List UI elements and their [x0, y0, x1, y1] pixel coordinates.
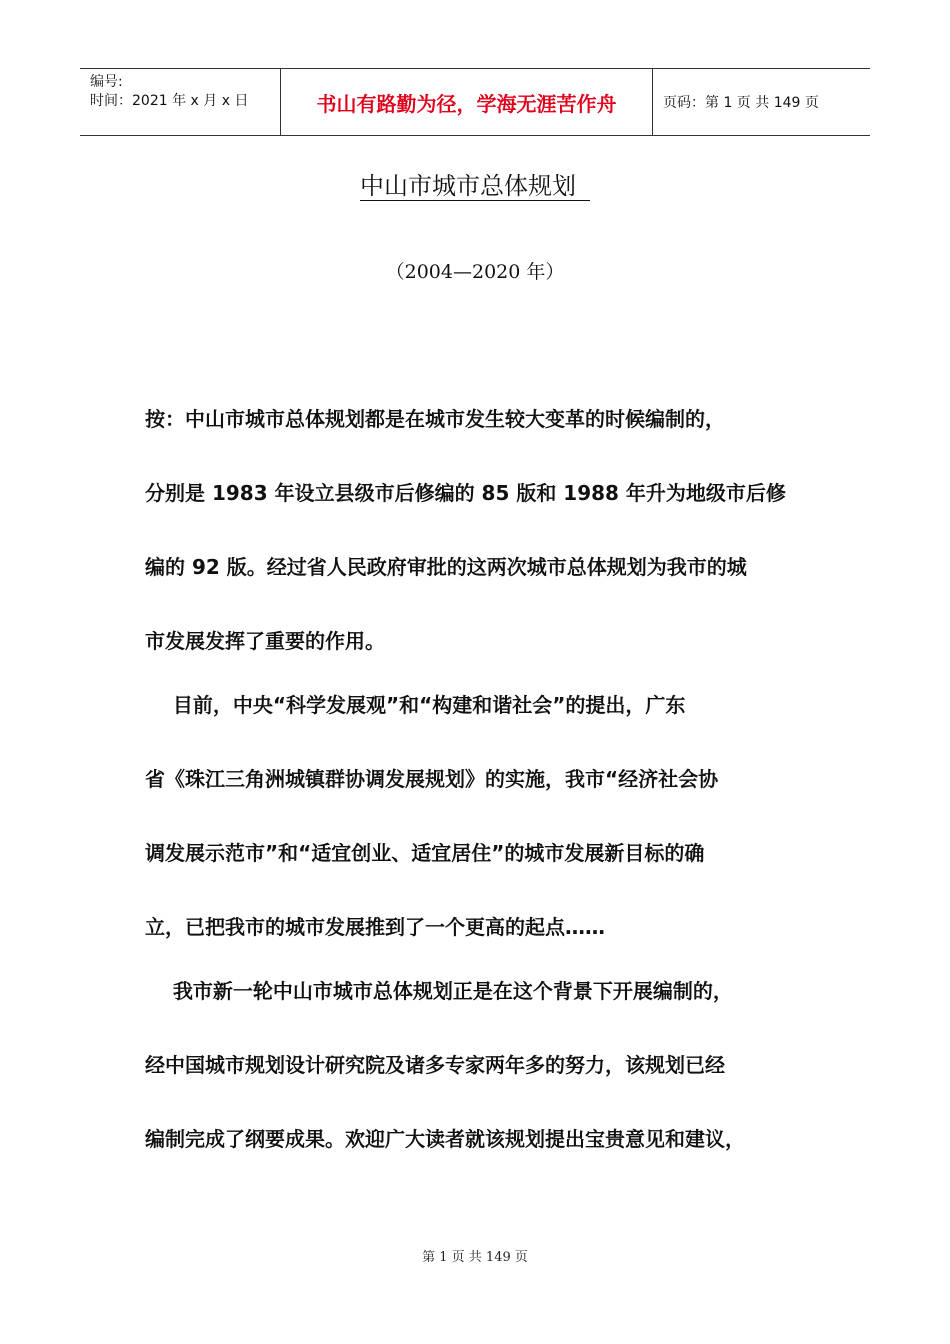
body-line: 调发展示范市”和“适宜创业、适宜居住”的城市发展新目标的确: [145, 841, 705, 865]
document-title: [0, 166, 950, 206]
body-line: 我市新一轮中山市城市总体规划正是在这个背景下开展编制的，: [145, 979, 733, 1003]
document-subtitle: （2004—2020 年）: [385, 261, 565, 283]
serial-label: 编号:: [90, 74, 123, 90]
body-line: 市发展发挥了重要的作用。: [145, 629, 385, 653]
body-line: 省《珠江三角洲城镇群协调发展规划》的实施，我市“经济社会协: [145, 767, 719, 791]
body-line: 编的 92 版。经过省人民政府审批的这两次城市总体规划为我市的城: [145, 555, 747, 579]
header-meta: [80, 69, 281, 135]
header-motto: 书山有路勤为径，学海无涯苦作舟: [281, 69, 653, 135]
page-footer: 第 1 页 共 149 页: [422, 1250, 528, 1265]
body-line: 编制完成了纲要成果。欢迎广大读者就该规划提出宝贵意见和建议，: [145, 1127, 745, 1151]
body-line: 经中国城市规划设计研究院及诸多专家两年多的努力，该规划已经: [145, 1053, 725, 1077]
body-line: 按：中山市城市总体规划都是在城市发生较大变革的时候编制的，: [145, 407, 725, 431]
body-line: 分别是 1983 年设立县级市后修编的 85 版和 1988 年升为地级市后修: [145, 481, 786, 505]
date-label: 时间：2021 年 x 月 x 日: [90, 93, 249, 109]
header-page-info: 页码：第 1 页 共 149 页: [663, 95, 819, 111]
body-line: 目前，中央“科学发展观”和“构建和谐社会”的提出，广东: [145, 693, 686, 717]
body-line: 立，已把我市的城市发展推到了一个更高的起点……: [145, 915, 605, 939]
page-header: [80, 68, 870, 136]
title-text: 中山市城市总体规划: [360, 172, 590, 201]
